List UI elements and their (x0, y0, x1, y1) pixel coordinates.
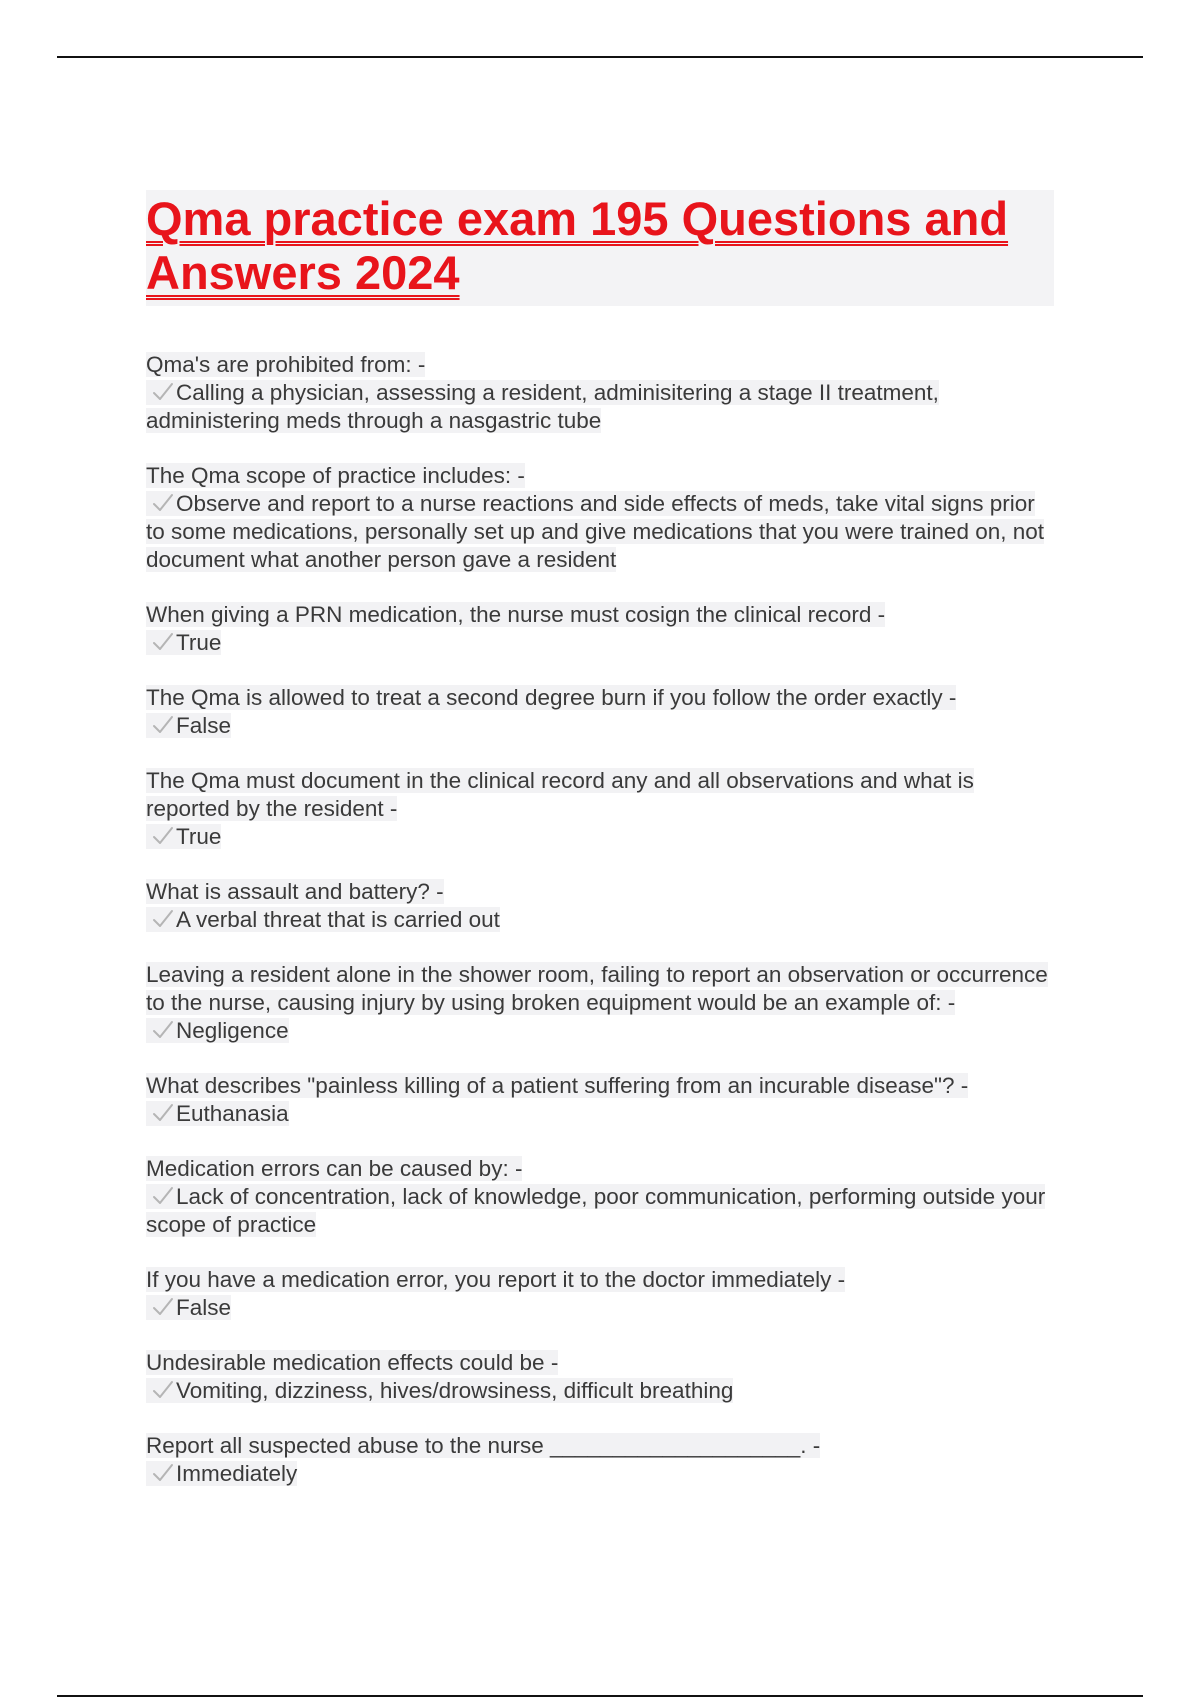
checkmark-icon (152, 1463, 174, 1483)
answer-row (146, 823, 1056, 851)
answer-highlight (146, 713, 231, 738)
answer-text: Immediately (176, 1461, 298, 1486)
bottom-page-rule (57, 1695, 1143, 1697)
answer-text: Negligence (176, 1018, 289, 1043)
answer-text: Euthanasia (176, 1101, 289, 1126)
answer-highlight (146, 824, 221, 849)
answer-text: Lack of concentration, lack of knowledge, poor communication, performing outside your scope of practice (146, 1184, 1046, 1237)
answer-row (146, 1017, 1056, 1045)
answer-text: Observe and report to a nurse reactions and side effects of meds, take vital signs prior to some medications, personally set up and give medications that you were trained on, not document what another person gave a resident (146, 491, 1045, 572)
qa-item (146, 1432, 1056, 1488)
question-text: The Qma must document in the clinical record any and all observations and what is reported by the resident - (146, 768, 974, 821)
answer-row (146, 1294, 1056, 1322)
question-text: The Qma scope of practice includes: - (146, 463, 525, 488)
question-text: The Qma is allowed to treat a second degree burn if you follow the order exactly - (146, 685, 957, 710)
checkmark-icon (152, 1020, 174, 1040)
answer-highlight (146, 1184, 1045, 1237)
qa-item (146, 878, 1056, 934)
answer-row (146, 712, 1056, 740)
top-page-rule (57, 56, 1143, 58)
answer-row (146, 906, 1056, 934)
checkmark-icon (152, 1380, 174, 1400)
qa-item (146, 1072, 1056, 1128)
question-text: Report all suspected abuse to the nurse ____________________. - (146, 1433, 821, 1458)
answer-highlight (146, 907, 500, 932)
document-title: Qma practice exam 195 Questions and Answers 2024 (146, 192, 1009, 299)
question-text: Undesirable medication effects could be - (146, 1350, 559, 1375)
answer-highlight (146, 491, 1044, 572)
answer-text: True (176, 630, 222, 655)
answer-text: Calling a physician, assessing a resident, adminisitering a stage II treatment, administering meds through a nasgastric tube (146, 380, 939, 433)
question-text: What is assault and battery? - (146, 879, 444, 904)
question-text: If you have a medication error, you report it to the doctor immediately - (146, 1267, 846, 1292)
qa-item (146, 1155, 1056, 1239)
question-text: Qma's are prohibited from: - (146, 352, 426, 377)
checkmark-icon (152, 1186, 174, 1206)
question-text: Leaving a resident alone in the shower room, failing to report an observation or occurrence to the nurse, causing injury by using broken equipment would be an example of: - (146, 962, 1048, 1015)
answer-highlight (146, 1461, 297, 1486)
answer-row (146, 490, 1056, 574)
answer-row (146, 379, 1056, 435)
answer-highlight (146, 1018, 289, 1043)
answer-row (146, 1377, 1056, 1405)
answer-highlight (146, 1295, 231, 1320)
qa-item (146, 351, 1056, 435)
qa-item (146, 767, 1056, 851)
answer-row (146, 1100, 1056, 1128)
qa-list (146, 351, 1056, 1488)
checkmark-icon (152, 715, 174, 735)
title-block (146, 190, 1054, 306)
qa-item (146, 1349, 1056, 1405)
answer-text: Vomiting, dizziness, hives/drowsiness, difficult breathing (176, 1378, 734, 1403)
answer-highlight (146, 630, 221, 655)
question-text: Medication errors can be caused by: - (146, 1156, 523, 1181)
checkmark-icon (152, 493, 174, 513)
answer-highlight (146, 380, 939, 433)
qa-item (146, 1266, 1056, 1322)
answer-text: True (176, 824, 222, 849)
answer-text: A verbal threat that is carried out (176, 907, 500, 932)
answer-row (146, 1460, 1056, 1488)
checkmark-icon (152, 826, 174, 846)
answer-row (146, 1183, 1056, 1239)
answer-highlight (146, 1101, 289, 1126)
checkmark-icon (152, 1103, 174, 1123)
qa-item (146, 961, 1056, 1045)
answer-highlight (146, 1378, 733, 1403)
answer-row (146, 629, 1056, 657)
answer-text: False (176, 1295, 232, 1320)
qa-item (146, 462, 1056, 574)
answer-text: False (176, 713, 232, 738)
qa-item (146, 601, 1056, 657)
document-body (146, 190, 1056, 1515)
qa-item (146, 684, 1056, 740)
checkmark-icon (152, 632, 174, 652)
checkmark-icon (152, 382, 174, 402)
question-text: What describes "painless killing of a patient suffering from an incurable disease"? - (146, 1073, 969, 1098)
checkmark-icon (152, 909, 174, 929)
checkmark-icon (152, 1297, 174, 1317)
question-text: When giving a PRN medication, the nurse must cosign the clinical record - (146, 602, 886, 627)
